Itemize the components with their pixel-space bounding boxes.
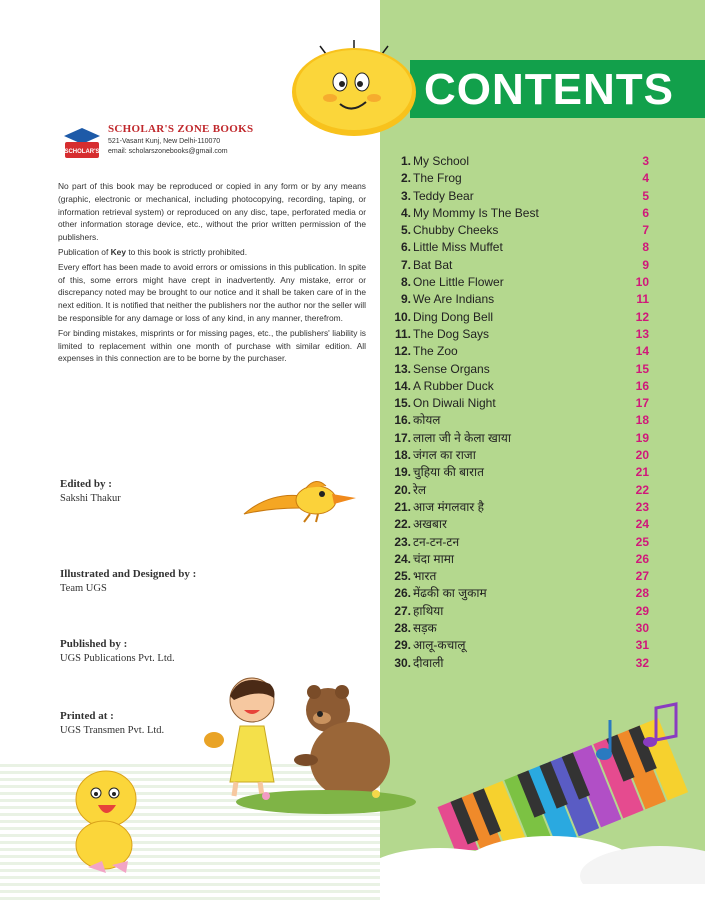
credit-edited bbox=[60, 478, 121, 504]
toc-row bbox=[387, 464, 649, 481]
toc-row bbox=[387, 585, 649, 602]
logo-mark-text: SCHOLAR'S bbox=[64, 149, 100, 155]
toc-title: On Diwali Night bbox=[413, 396, 496, 411]
toc-page-number: 17 bbox=[635, 396, 649, 411]
toc-row bbox=[387, 257, 649, 274]
toc-page-number: 30 bbox=[635, 621, 649, 636]
toc-title: हाथिया bbox=[413, 603, 444, 618]
toc-number: 28. bbox=[394, 621, 411, 636]
toc-row bbox=[387, 343, 649, 360]
toc-number: 23. bbox=[394, 534, 411, 549]
toc-title: Bat Bat bbox=[413, 257, 453, 272]
toc-page-number: 14 bbox=[635, 344, 649, 359]
contents-list bbox=[387, 153, 649, 672]
toc-number: 11. bbox=[394, 326, 411, 341]
toc-title: चुहिया की बारात bbox=[413, 465, 484, 480]
toc-row bbox=[387, 205, 649, 222]
credit-printed bbox=[60, 710, 164, 736]
toc-title: Teddy Bear bbox=[413, 188, 474, 203]
toc-page-number: 21 bbox=[635, 465, 649, 480]
toc-page-number: 3 bbox=[642, 154, 649, 168]
toc-title: आलू-कचालू bbox=[413, 638, 466, 653]
toc-title: सड़क bbox=[413, 621, 437, 636]
toc-title: The Frog bbox=[413, 171, 462, 186]
toc-page-number: 31 bbox=[635, 638, 649, 653]
publisher-email: email: scholarszonebooks@gmail.com bbox=[108, 148, 228, 155]
toc-row bbox=[387, 655, 649, 672]
credit-published-value: UGS Publications Pvt. Ltd. bbox=[60, 653, 175, 664]
toc-row bbox=[387, 516, 649, 533]
toc-number: 5. bbox=[400, 223, 411, 238]
toc-number: 29. bbox=[394, 638, 411, 653]
legal-key-word: Key bbox=[110, 246, 126, 257]
toc-title: A Rubber Duck bbox=[413, 378, 494, 393]
credit-edited-head: Edited by : bbox=[60, 478, 112, 490]
toc-title: मेंढकी का जुकाम bbox=[413, 586, 487, 601]
toc-page-number: 28 bbox=[635, 586, 649, 601]
toc-page-number: 20 bbox=[635, 448, 649, 463]
legal-p2-after: to this book is strictly prohibited. bbox=[126, 246, 248, 257]
toc-number: 21. bbox=[394, 499, 411, 514]
toc-row bbox=[387, 551, 649, 568]
toc-number: 22. bbox=[394, 517, 411, 532]
toc-row bbox=[387, 395, 649, 412]
toc-number: 12. bbox=[394, 344, 411, 359]
toc-page-number: 6 bbox=[642, 205, 649, 220]
toc-row bbox=[387, 239, 649, 256]
toc-row bbox=[387, 430, 649, 447]
toc-page-number: 19 bbox=[635, 430, 649, 445]
toc-page-number: 13 bbox=[635, 326, 649, 341]
credit-published-head: Published by : bbox=[60, 638, 128, 650]
toc-row bbox=[387, 637, 649, 654]
toc-number: 20. bbox=[394, 482, 411, 497]
toc-title: कोयल bbox=[413, 413, 441, 428]
toc-title: टन-टन-टन bbox=[413, 534, 460, 549]
toc-number: 10. bbox=[394, 309, 411, 324]
toc-title: The Dog Says bbox=[413, 326, 490, 341]
toc-number: 30. bbox=[394, 655, 411, 670]
toc-number: 1. bbox=[400, 154, 411, 168]
toc-row bbox=[387, 361, 649, 378]
toc-page-number: 16 bbox=[635, 378, 649, 393]
toc-title: Little Miss Muffet bbox=[413, 240, 503, 255]
toc-number: 8. bbox=[400, 275, 411, 290]
toc-row bbox=[387, 378, 649, 395]
toc-number: 4. bbox=[400, 205, 411, 220]
toc-row bbox=[387, 620, 649, 637]
toc-number: 27. bbox=[394, 603, 411, 618]
toc-row bbox=[387, 499, 649, 516]
toc-page-number: 4 bbox=[642, 171, 649, 186]
toc-title: Ding Dong Bell bbox=[413, 309, 494, 324]
legal-paragraph-2 bbox=[58, 246, 366, 259]
toc-page-number: 15 bbox=[635, 361, 649, 376]
toc-row bbox=[387, 153, 649, 170]
toc-number: 2. bbox=[400, 171, 411, 186]
toc-page-number: 9 bbox=[642, 257, 649, 272]
toc-row bbox=[387, 412, 649, 429]
graduation-cap-icon bbox=[62, 126, 102, 160]
toc-title: We Are Indians bbox=[413, 292, 495, 307]
bird-illustration bbox=[240, 474, 358, 524]
toc-page-number: 18 bbox=[635, 413, 649, 428]
toc-title: चंदा मामा bbox=[413, 551, 455, 566]
toc-number: 6. bbox=[400, 240, 411, 255]
toc-number: 24. bbox=[394, 551, 411, 566]
toc-page-number: 8 bbox=[642, 240, 649, 255]
toc-number: 9. bbox=[400, 292, 411, 307]
toc-page-number: 32 bbox=[635, 655, 649, 670]
copyright-notice bbox=[58, 180, 366, 367]
toc-page-number: 12 bbox=[635, 309, 649, 324]
toc-title: Chubby Cheeks bbox=[413, 223, 499, 238]
toc-number: 3. bbox=[400, 188, 411, 203]
toc-row bbox=[387, 188, 649, 205]
credit-printed-value: UGS Transmen Pvt. Ltd. bbox=[60, 725, 165, 736]
toc-title: भारत bbox=[413, 569, 437, 584]
toc-title: Sense Organs bbox=[413, 361, 490, 376]
toc-page-number: 29 bbox=[635, 603, 649, 618]
toc-title: One Little Flower bbox=[413, 275, 504, 290]
legal-paragraph-4: For binding mistakes, misprints or for missing pages, etc., the publishers' liability is limited to replacement within one month of purchase with similar edition. All expenses in this connection are to be borne by the purchaser. bbox=[58, 327, 366, 364]
toc-title: My Mommy Is The Best bbox=[413, 205, 539, 220]
toc-row bbox=[387, 309, 649, 326]
toc-row bbox=[387, 222, 649, 239]
toc-row bbox=[387, 534, 649, 551]
contents-title: CONTENTS bbox=[424, 65, 674, 114]
toc-title: अखबार bbox=[413, 517, 447, 532]
toc-page-number: 11 bbox=[636, 292, 649, 307]
toc-page-number: 7 bbox=[642, 223, 649, 238]
legal-paragraph-1: No part of this book may be reproduced or copied in any form or by any means (graphic, electronic or mechanical, including photocopying, recording, taping, or information retrieval system) or reproduced on any disc, tape, perforated media or other information storage device, etc., without the prior written permission of the publishers. bbox=[58, 181, 366, 243]
clouds-decoration bbox=[380, 800, 705, 900]
toc-row bbox=[387, 603, 649, 620]
toc-page-number: 27 bbox=[635, 569, 649, 584]
toc-number: 25. bbox=[394, 569, 411, 584]
credit-illustrated-head: Illustrated and Designed by : bbox=[60, 568, 197, 580]
toc-page-number: 23 bbox=[635, 499, 649, 514]
publisher-address: 521-Vasant Kunj, New Delhi-110070 bbox=[108, 138, 221, 145]
toc-row bbox=[387, 568, 649, 585]
toc-page-number: 5 bbox=[642, 188, 649, 203]
credit-edited-value: Sakshi Thakur bbox=[60, 493, 121, 504]
toc-title: दीवाली bbox=[413, 655, 444, 670]
toc-number: 13. bbox=[394, 361, 411, 376]
toc-row bbox=[387, 482, 649, 499]
toc-title: My School bbox=[413, 154, 470, 168]
credit-illustrated bbox=[60, 568, 196, 594]
toc-title: लाला जी ने केला खाया bbox=[413, 430, 511, 445]
toc-title: आज मंगलवार है bbox=[413, 499, 484, 514]
credit-illustrated-value: Team UGS bbox=[60, 583, 107, 594]
toc-number: 16. bbox=[394, 413, 411, 428]
chick-illustration bbox=[66, 765, 146, 875]
legal-p2-before: Publication of bbox=[58, 246, 111, 257]
toc-number: 7. bbox=[400, 257, 411, 272]
toc-row bbox=[387, 447, 649, 464]
publisher-name: SCHOLAR'S ZONE BOOKS bbox=[108, 123, 254, 135]
publisher-logo bbox=[62, 122, 322, 164]
contents-banner bbox=[410, 60, 705, 118]
toc-title: The Zoo bbox=[413, 344, 458, 359]
toc-page-number: 24 bbox=[635, 517, 649, 532]
toc-number: 19. bbox=[394, 465, 411, 480]
toc-page-number: 22 bbox=[635, 482, 649, 497]
toc-title: जंगल का राजा bbox=[413, 448, 476, 463]
credit-printed-head: Printed at : bbox=[60, 710, 114, 722]
toc-number: 26. bbox=[394, 586, 411, 601]
toc-number: 18. bbox=[394, 448, 411, 463]
toc-number: 17. bbox=[394, 430, 411, 445]
toc-title: रेल bbox=[413, 482, 427, 497]
toc-row bbox=[387, 326, 649, 343]
toc-page-number: 25 bbox=[635, 534, 649, 549]
toc-page-number: 26 bbox=[635, 551, 649, 566]
toc-row bbox=[387, 291, 649, 308]
toc-row bbox=[387, 170, 649, 187]
toc-row bbox=[387, 274, 649, 291]
toc-page-number: 10 bbox=[635, 275, 649, 290]
legal-paragraph-3: Every effort has been made to avoid errors or omissions in this publication. In spite of this, some errors might have crept in inadvertently. Any mistake, error or discrepancy noted may be brought to our notice and it shall be taken care of in the next edition. It is notified that neither the publishers nor the author nor the seller will be responsible for any damage or loss of any kind, in any manner, therefrom. bbox=[58, 261, 366, 323]
toc-number: 15. bbox=[394, 396, 411, 411]
toc-number: 14. bbox=[394, 378, 411, 393]
credit-published bbox=[60, 638, 175, 664]
